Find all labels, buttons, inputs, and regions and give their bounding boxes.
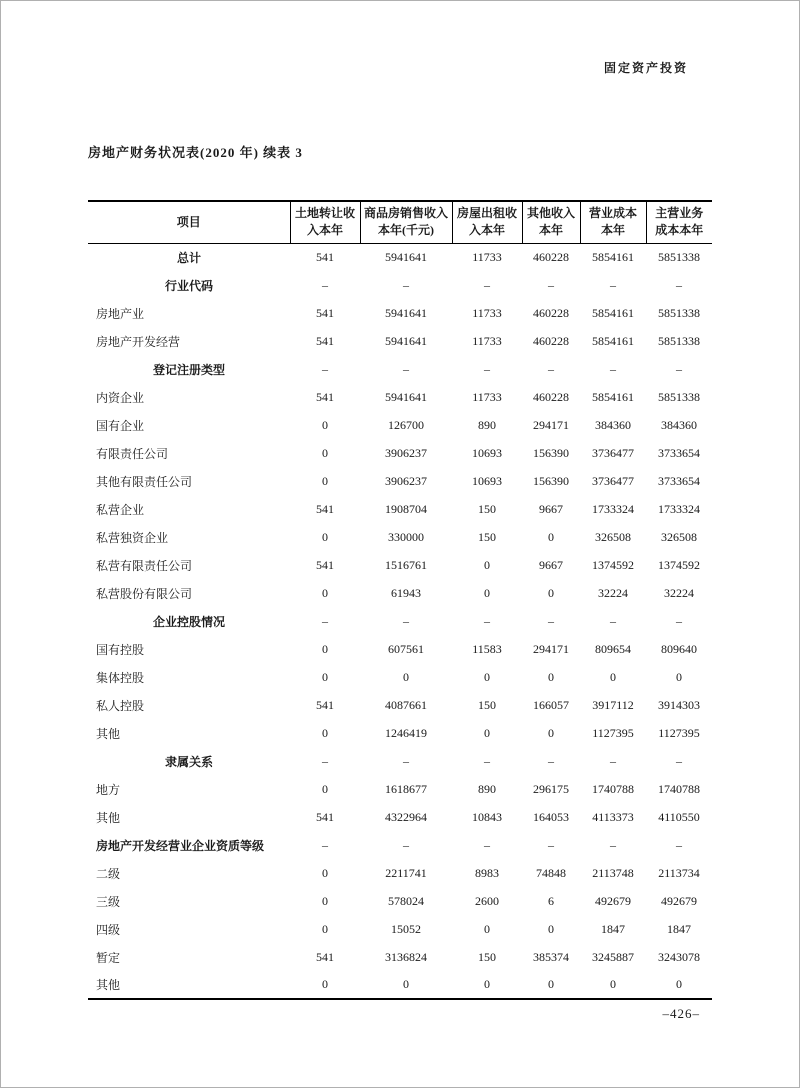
row-value: 3917112 [592,697,634,712]
row-value: 296175 [533,781,569,796]
row-label: 隶属关系 [164,754,213,769]
row-value: 0 [322,921,328,936]
row-value: – [484,613,490,628]
row-value: 10843 [472,809,502,824]
table-row [88,327,712,355]
table-row [88,663,712,691]
row-value: 0 [403,977,409,991]
row-value: 384360 [661,417,697,432]
row-value: 0 [322,669,328,684]
row-value: 0 [484,557,490,572]
row-value: 326508 [661,529,697,544]
column-header-land-transfer-income [290,201,360,243]
row-value: 3136824 [385,949,427,964]
table-row [88,271,712,299]
row-value: 330000 [388,529,424,544]
row-label: 房地产开发经营业企业资质等级 [96,838,265,853]
row-value: 0 [322,865,328,880]
row-value: 294171 [533,641,569,656]
row-value: 5941641 [385,333,427,348]
row-label: 其他 [96,726,121,741]
row-value: – [548,837,554,852]
row-label: 行业代码 [164,278,213,293]
row-value: – [676,837,682,852]
row-value: – [676,613,682,628]
financial-table [88,200,712,1000]
row-value: – [484,361,490,376]
row-value: 3736477 [592,473,634,488]
row-value: 1740788 [592,781,634,796]
row-value: 61943 [391,585,421,600]
row-label: 集体控股 [96,670,145,685]
row-value: – [322,753,328,768]
row-value: 0 [322,417,328,432]
column-header-label: 商品房销售收入 [363,205,448,220]
row-value: 0 [322,445,328,460]
table-row [88,691,712,719]
column-header-label: 本年(千元) [378,223,434,238]
row-value: 1740788 [658,781,700,796]
row-value: 150 [478,697,496,712]
row-value: 0 [322,977,328,991]
column-header-other-income [522,201,580,243]
column-header-housing-sales-income [360,201,452,243]
row-value: 9667 [539,501,563,516]
row-value: 11733 [472,389,502,404]
column-header-label: 本年 [600,223,625,238]
row-value: 9667 [539,557,563,572]
row-value: 1374592 [658,557,700,572]
row-value: 5851338 [658,249,700,264]
column-header-label: 营业成本 [588,205,637,220]
table-row [88,831,712,859]
row-value: 0 [484,725,490,740]
column-header-operating-cost [580,201,646,243]
row-value: – [484,277,490,292]
table-row [88,803,712,831]
column-header-rental-income [452,201,522,243]
row-value: 156390 [533,445,569,460]
row-value: 164053 [533,809,569,824]
row-value: 2113734 [658,865,700,880]
row-value: 11733 [472,249,502,264]
table-row [88,775,712,803]
row-value: 0 [484,977,490,991]
table-row [88,859,712,887]
column-header-label: 房屋出租收 [456,205,517,220]
row-label: 私营股份有限公司 [96,586,193,601]
row-value: 1908704 [385,501,427,516]
row-value: – [676,361,682,376]
row-value: 809654 [595,641,631,656]
table-row [88,439,712,467]
row-value: 0 [676,669,682,684]
row-value: – [403,613,409,628]
row-value: 3906237 [385,473,427,488]
row-value: 156390 [533,473,569,488]
row-label: 其他有限责任公司 [96,474,193,489]
row-value: 5854161 [592,249,634,264]
row-value: 8983 [475,865,499,880]
row-value: 10693 [472,445,502,460]
column-header-label: 主营业务 [655,205,704,220]
table-row [88,915,712,943]
table-title: 房地产财务状况表(2020 年) 续表 3 [88,145,303,160]
row-value: 32224 [664,585,694,600]
row-label: 四级 [96,922,121,937]
row-value: 384360 [595,417,631,432]
row-value: – [322,277,328,292]
row-value: – [403,837,409,852]
row-value: 11733 [472,305,502,320]
row-value: – [548,613,554,628]
row-label: 企业控股情况 [152,614,225,629]
row-value: 1127395 [658,725,700,740]
row-value: 890 [478,781,496,796]
row-value: 4110550 [658,809,700,824]
row-value: – [610,277,616,292]
row-value: 0 [548,977,554,991]
column-header-label: 成本本年 [655,223,704,238]
row-value: 5854161 [592,305,634,320]
row-value: 15052 [391,921,421,936]
row-value: 0 [548,669,554,684]
row-value: 0 [484,585,490,600]
row-value: 890 [478,417,496,432]
column-header-label: 土地转让收 [294,205,355,220]
row-label: 私人控股 [96,698,145,713]
row-value: 607561 [388,641,424,656]
column-header-item [88,201,290,243]
row-value: 3914303 [658,697,700,712]
row-value: 3733654 [658,473,700,488]
row-value: 385374 [533,949,569,964]
row-value: 4087661 [385,697,427,712]
column-header-label: 入本年 [306,223,343,238]
row-value: 1733324 [592,501,634,516]
table-row [88,467,712,495]
row-value: 4113373 [592,809,634,824]
column-header-label: 项目 [176,214,201,229]
row-value: – [322,613,328,628]
table-row [88,887,712,915]
row-value: – [610,753,616,768]
row-value: – [484,837,490,852]
column-header-main-business-cost [646,201,712,243]
row-value: 0 [322,473,328,488]
row-value: – [403,361,409,376]
row-value: 0 [548,585,554,600]
row-value: 5941641 [385,305,427,320]
row-value: 294171 [533,417,569,432]
row-value: 2113748 [592,865,634,880]
row-label: 地方 [96,782,121,797]
row-label: 私营独资企业 [96,530,169,545]
row-value: – [322,837,328,852]
row-value: 150 [478,949,496,964]
table-row [88,719,712,747]
table-row [88,943,712,971]
row-value: – [610,837,616,852]
row-value: 74848 [536,865,566,880]
row-label: 国有企业 [96,418,145,433]
row-value: 1847 [667,921,691,936]
row-value: 5854161 [592,389,634,404]
row-value: 0 [548,529,554,544]
row-label: 私营企业 [96,502,145,517]
running-header: 固定资产投资 [603,61,688,75]
row-value: – [322,361,328,376]
row-value: 1374592 [592,557,634,572]
row-value: 541 [316,305,334,320]
column-header-label: 其他收入 [526,205,575,220]
row-value: 0 [484,921,490,936]
row-value: 3245887 [592,949,634,964]
table-header-row [88,201,712,243]
row-value: 5851338 [658,333,700,348]
row-value: – [548,753,554,768]
row-value: 10693 [472,473,502,488]
row-value: 11733 [472,333,502,348]
row-value: 1847 [601,921,625,936]
row-value: 2211741 [385,865,427,880]
row-value: 460228 [533,333,569,348]
row-value: 492679 [661,893,697,908]
row-value: 1733324 [658,501,700,516]
row-label: 内资企业 [96,390,145,405]
row-value: 0 [548,921,554,936]
table-row [88,635,712,663]
row-value: 578024 [388,893,424,908]
page-number: –426– [662,1006,700,1021]
row-value: – [548,277,554,292]
row-value: 460228 [533,249,569,264]
row-value: 0 [322,781,328,796]
column-header-label: 入本年 [468,223,505,238]
row-label: 总计 [176,250,201,265]
row-value: – [403,753,409,768]
row-value: 32224 [598,585,628,600]
row-value: 0 [484,669,490,684]
row-value: 166057 [533,697,569,712]
column-header-label: 本年 [538,223,563,238]
row-value: 3243078 [658,949,700,964]
table-row [88,299,712,327]
row-value: 150 [478,501,496,516]
row-value: 0 [610,669,616,684]
row-label: 三级 [96,894,121,909]
row-label: 国有控股 [96,642,145,657]
table-row [88,607,712,635]
table-row [88,747,712,775]
row-value: 809640 [661,641,697,656]
row-value: 150 [478,529,496,544]
row-label: 私营有限责任公司 [96,558,193,573]
row-value: 541 [316,501,334,516]
row-value: – [610,361,616,376]
row-value: – [403,277,409,292]
row-value: 5851338 [658,389,700,404]
row-value: 541 [316,333,334,348]
row-label: 有限责任公司 [96,446,169,461]
row-value: 326508 [595,529,631,544]
row-value: 0 [322,585,328,600]
row-value: 0 [322,725,328,740]
row-value: 460228 [533,305,569,320]
row-label: 房地产业 [96,306,145,321]
row-value: 0 [322,529,328,544]
row-value: 11583 [472,641,502,656]
row-value: 0 [676,977,682,991]
row-label: 其他 [96,810,121,825]
row-value: 541 [316,809,334,824]
row-value: 126700 [388,417,424,432]
table-row [88,243,712,271]
row-value: – [610,613,616,628]
row-label: 二级 [96,866,121,881]
row-value: 2600 [475,893,499,908]
row-value: 541 [316,389,334,404]
row-value: 1516761 [385,557,427,572]
row-value: – [548,361,554,376]
row-value: 541 [316,557,334,572]
table-row [88,523,712,551]
row-value: – [676,277,682,292]
row-value: 3906237 [385,445,427,460]
row-value: 1618677 [385,781,427,796]
row-value: 5854161 [592,333,634,348]
row-value: 492679 [595,893,631,908]
table-row [88,579,712,607]
row-label: 房地产开发经营 [96,334,181,349]
row-value: 5851338 [658,305,700,320]
row-value: 3736477 [592,445,634,460]
row-value: 541 [316,249,334,264]
row-value: – [484,753,490,768]
row-value: 5941641 [385,249,427,264]
row-value: 6 [548,893,554,908]
row-label: 登记注册类型 [152,362,225,377]
table-row [88,355,712,383]
row-value: 5941641 [385,389,427,404]
row-value: 541 [316,949,334,964]
row-value: 1127395 [592,725,634,740]
table-row [88,551,712,579]
row-value: 0 [322,893,328,908]
row-value: 0 [322,641,328,656]
table-row [88,971,712,999]
row-label: 暂定 [96,950,121,965]
table-row [88,411,712,439]
row-label: 其他 [96,978,121,992]
row-value: – [676,753,682,768]
table-row [88,383,712,411]
row-value: 3733654 [658,445,700,460]
table-row [88,495,712,523]
row-value: 1246419 [385,725,427,740]
table-container [88,200,712,1000]
row-value: 0 [548,725,554,740]
row-value: 460228 [533,389,569,404]
row-value: 0 [403,669,409,684]
row-value: 4322964 [385,809,427,824]
row-value: 541 [316,697,334,712]
row-value: 0 [610,977,616,991]
